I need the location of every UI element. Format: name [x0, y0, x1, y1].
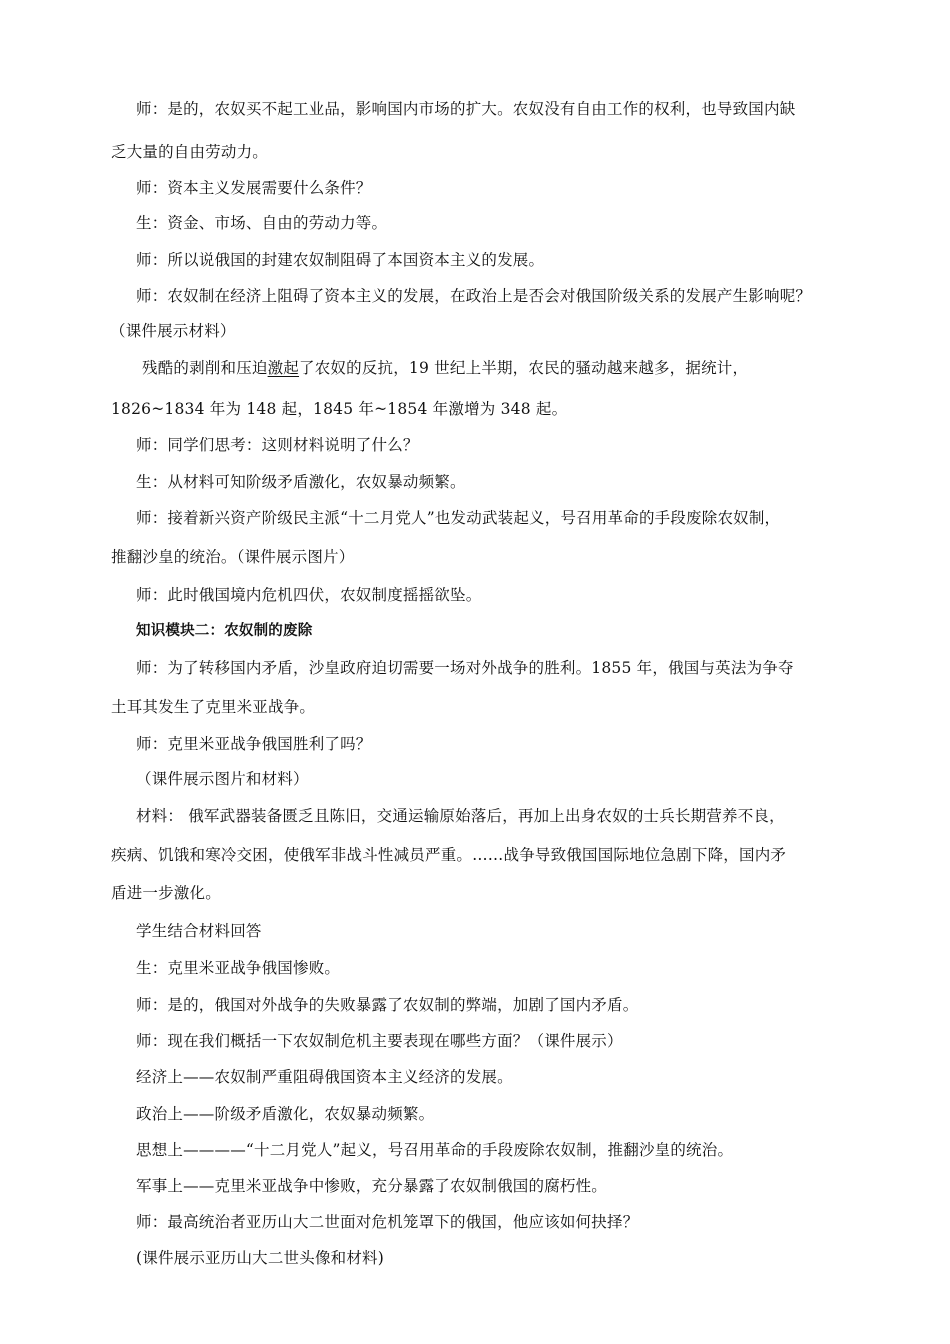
paragraph-line: 师：最高统治者亚历山大二世面对危机笼罩下的俄国，他应该如何抉择？ — [136, 1213, 639, 1231]
paragraph-line: 材料： 俄军武器装备匮乏且陈旧，交通运输原始落后，再加上出身农奴的士兵长期营养不良， — [136, 807, 785, 825]
paragraph-line: 土耳其发生了克里米亚战争。 — [111, 698, 316, 716]
material-text: 了农奴的反抗，19 世纪上半期，农民的骚动越来越多，据统计， — [299, 359, 749, 377]
paragraph-line: 师：是的，农奴买不起工业品，影响国内市场的扩大。农奴没有自由工作的权利，也导致国内缺 — [136, 100, 796, 118]
paragraph-line: 师：克里米亚战争俄国胜利了吗？ — [136, 735, 372, 753]
paragraph-line: 师：是的，俄国对外战争的失败暴露了农奴制的弊端，加剧了国内矛盾。 — [136, 996, 639, 1014]
paragraph-line: 师：农奴制在经济上阻碍了资本主义的发展，在政治上是否会对俄国阶级关系的发展产生影响呢？ — [136, 287, 812, 305]
paragraph-line: 师：所以说俄国的封建农奴制阻碍了本国资本主义的发展。 — [136, 251, 545, 269]
paragraph-line: 推翻沙皇的统治。（课件展示图片） — [111, 548, 355, 566]
paragraph-line: 疾病、饥饿和寒冷交困，使俄军非战斗性减员严重。……战争导致俄国国际地位急剧下降，国内矛 — [111, 846, 787, 864]
paragraph-line: 生：从材料可知阶级矛盾激化，农奴暴动频繁。 — [136, 473, 466, 491]
paragraph-line: 1826~1834 年为 148 起，1845 年~1854 年激增为 348 起。 — [111, 400, 568, 418]
paragraph-line: 师：此时俄国境内危机四伏，农奴制度摇摇欲坠。 — [136, 586, 482, 604]
summary-line: 经济上——农奴制严重阻碍俄国资本主义经济的发展。 — [136, 1068, 513, 1086]
paragraph-line: 师：同学们思考：这则材料说明了什么？ — [136, 436, 419, 454]
paragraph-line: 乏大量的自由劳动力。 — [111, 143, 269, 161]
paragraph-line: （课件展示材料） — [110, 322, 236, 340]
paragraph-line: 盾进一步激化。 — [111, 884, 221, 902]
material-line — [142, 358, 748, 378]
paragraph-line: 生：资金、市场、自由的劳动力等。 — [136, 214, 388, 232]
paragraph-line: 师：资本主义发展需要什么条件？ — [136, 179, 372, 197]
summary-line: 军事上——克里米亚战争中惨败，充分暴露了农奴制俄国的腐朽性。 — [136, 1177, 608, 1195]
paragraph-line: 学生结合材料回答 — [136, 922, 262, 940]
paragraph-line: 师：接着新兴资产阶级民主派“十二月党人”也发动武装起义，号召用革命的手段废除农奴制， — [136, 509, 781, 527]
paragraph-line: (课件展示亚历山大二世头像和材料) — [136, 1249, 384, 1267]
paragraph-line: （课件展示图片和材料） — [136, 770, 309, 788]
summary-line: 政治上——阶级矛盾激化，农奴暴动频繁。 — [136, 1105, 435, 1123]
paragraph-line: 师：现在我们概括一下农奴制危机主要表现在哪些方面？（课件展示） — [136, 1032, 623, 1050]
section-heading: 知识模块二：农奴制的废除 — [136, 623, 313, 639]
material-text: 残酷的剥削和压迫 — [142, 359, 268, 377]
paragraph-line: 师：为了转移国内矛盾，沙皇政府迫切需要一场对外战争的胜利。1855 年，俄国与英法为争夺 — [136, 659, 794, 677]
underlined-word: 激起 — [267, 359, 300, 377]
summary-line: 思想上————“十二月党人”起义，号召用革命的手段废除农奴制，推翻沙皇的统治。 — [136, 1141, 734, 1159]
paragraph-line: 生：克里米亚战争俄国惨败。 — [136, 959, 341, 977]
